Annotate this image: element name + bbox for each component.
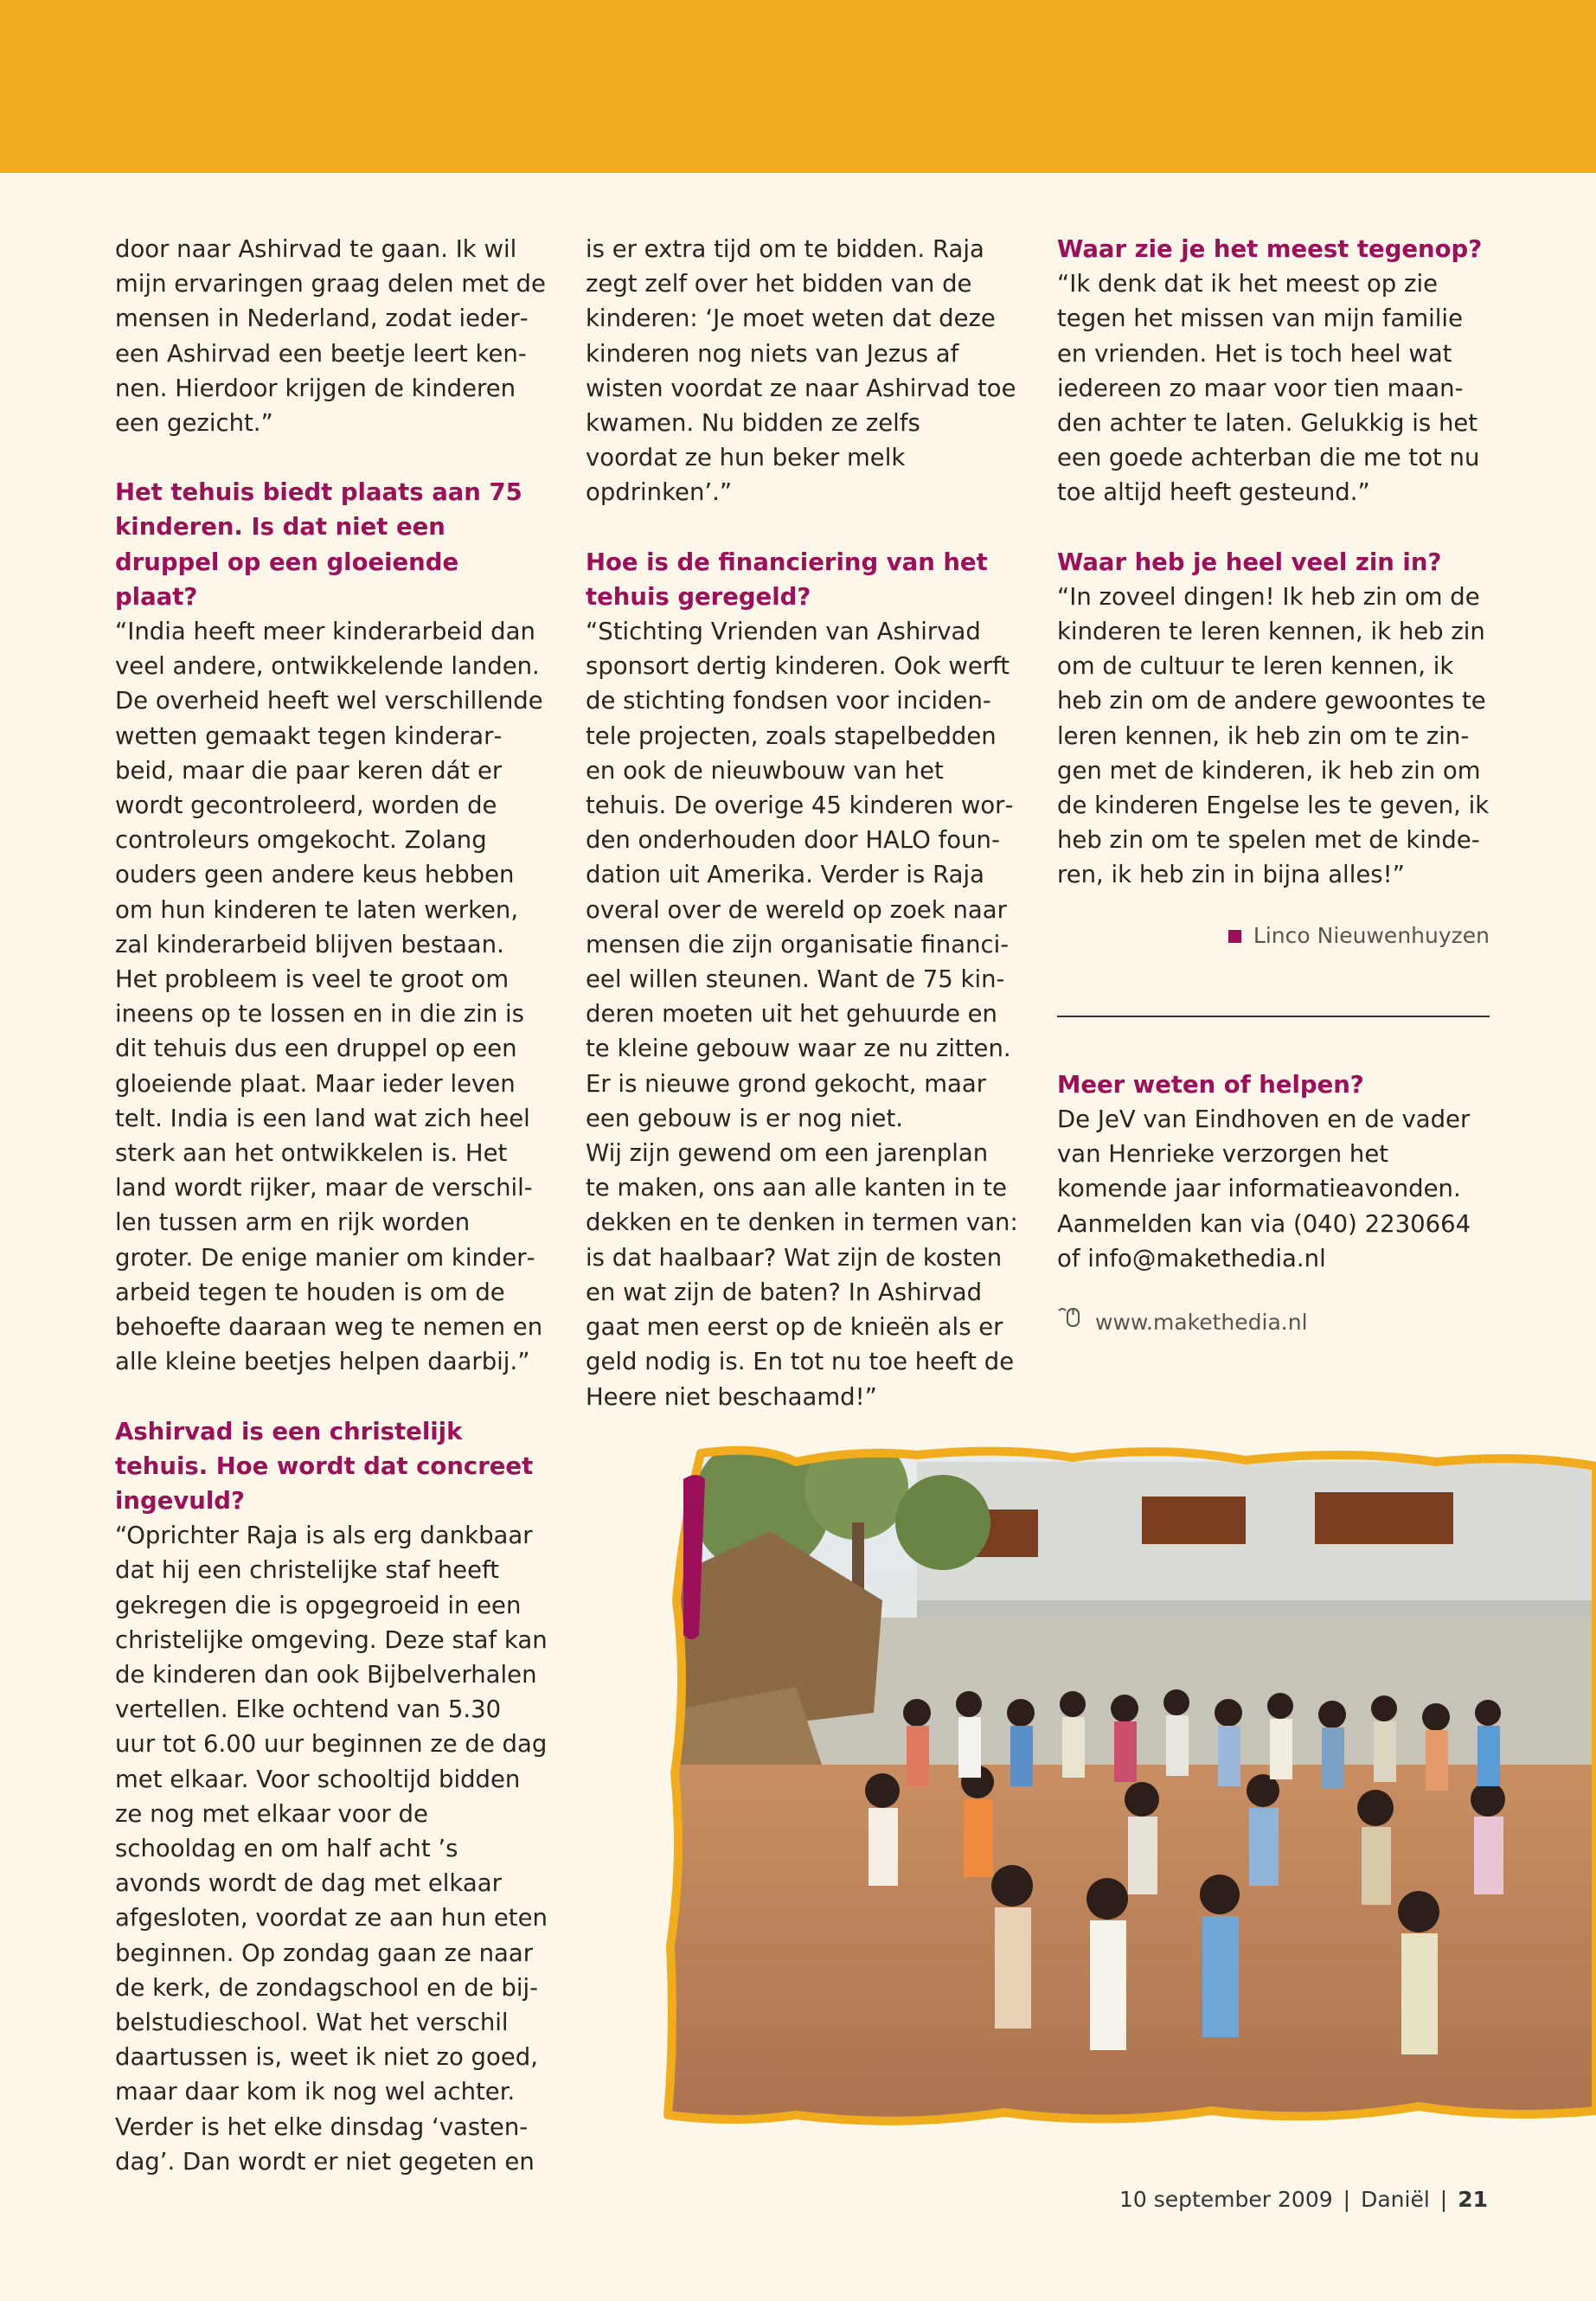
answer-paragraph: Wij zijn gewend om een jarenplan te maken, ons aan alle kanten in te dekken en te denken in termen van: is dat haalbaar? Wat zijn de kosten en wat zijn de baten? In Ashirvad gaat men eerst op de knieën als er geld nodig is. En tot nu toe heeft de Heere niet beschaamd!” <box>586 1139 1018 1411</box>
children-courtyard-photo <box>657 1427 1596 2163</box>
author-signature <box>1057 919 1490 953</box>
answer-paragraph: “Ik denk dat ik het meest op zie tegen het missen van mijn familie en vrienden. Het is toch heel wat iedereen zo maar voor tien maanden achter te laten. Gelukkig is het een goede achterban die me tot nu toe altijd heeft gesteund.” <box>1057 270 1480 507</box>
magazine-name: Daniël <box>1361 2187 1430 2212</box>
answer-paragraph: “Stichting Vrienden van Ashirvad sponsort dertig kinderen. Ook werft de stichting fondsen voor incidentele projecten, zoals stapelbedden en ook de nieuwbouw van het tehuis. De overige 45 kinderen worden onderhouden door HALO foundation uit Amerika. Verder is Raja overal over de wereld op zoek naar mensen die zijn organisatie financieel willen steunen. Want de 75 kinderen moeten uit het gehuurde en te kleine gebouw waar ze nu zitten. Er is nieuwe grond gekocht, maar een gebouw is er nog niet. <box>586 618 1014 1132</box>
answer-paragraph: “India heeft meer kinderarbeid dan veel andere, ontwikkelende landen. De overheid heeft wel verschillende wetten gemaakt tegen kinderarbeid, maar die paar keren dát er wordt gecontroleerd, worden de controleurs omgekocht. Zolang ouders geen andere keus hebben om hun kinderen te laten werken, zal kinderarbeid blijven bestaan. Het probleem is veel te groot om ineens op te lossen en in die zin is dit tehuis dus een druppel op een gloeiende plaat. Maar ieder leven telt. India is een land wat zich heel sterk aan het ontwikkelen is. Het land wordt rijker, maar de verschillen tussen arm en rijk worden groter. De enige manier om kinderarbeid tegen te houden is om de behoefte daaraan weg te nemen en alle kleine beetjes helpen daarbij.” <box>115 618 543 1376</box>
answer-paragraph: “Oprichter Raja is als erg dankbaar dat hij een christelijke staf heeft gekregen die is opgegroeid in een christelijke omgeving. Deze staf kan de kinderen dan ook Bijbelverhalen vertellen. Elke ochtend van 5.30 uur tot 6.00 uur beginnen ze de dag met elkaar. Voor schooltijd bidden ze nog met elkaar voor de schooldag en om half acht ’s avonds wordt de dag met elkaar afgesloten, voordat ze aan hun eten beginnen. Op zondag gaan ze naar de kerk, de zondagschool en de bijbelstudieschool. Wat het verschil daartussen is, weet ik niet zo goed, maar daar kom ik nog wel achter. Verder is het elke dinsdag ‘vastendag’. Dan wordt er niet gegeten en <box>115 1522 548 2176</box>
article-column-3 <box>1057 232 1490 1340</box>
square-bullet-icon <box>1228 930 1241 943</box>
question-heading: Hoe is de financiering van het tehuis geregeld? <box>586 548 988 611</box>
author-name: Linco Nieuwenhuyzen <box>1253 922 1490 948</box>
answer-paragraph: “In zoveel dingen! Ik heb zin om de kinderen te leren kennen, ik heb zin om de cultuur te leren kennen, ik heb zin om de andere gewoontes te leren kennen, ik heb zin om te zingen met de kinderen, ik heb zin om de kinderen Engelse les te geven, ik heb zin om te spelen met de kinderen, ik heb zin in bijna alles!” <box>1057 582 1490 889</box>
question-heading: Waar zie je het meest tegenop? <box>1057 235 1483 263</box>
website-link[interactable]: www.makethedia.nl <box>1095 1310 1308 1336</box>
article-column-1 <box>115 232 548 2179</box>
website-line <box>1057 1304 1490 1340</box>
question-heading: Ashirvad is een christelijk tehuis. Hoe wordt dat concreet ingevuld? <box>115 1417 534 1515</box>
question-heading: Het tehuis biedt plaats aan 75 kinderen. Is dat niet een druppel op een gloeiende plaat? <box>115 478 522 611</box>
info-heading: Meer weten of helpen? <box>1057 1070 1364 1099</box>
paragraph: door naar Ashirvad te gaan. Ik wil mijn ervaringen graag delen met de mensen in Nederland, zodat iedereen Ashirvad een beetje leert kennen. Hierdoor krijgen de kinderen een gezicht.” <box>115 235 546 438</box>
header-band <box>0 0 1596 173</box>
question-heading: Waar heb je heel veel zin in? <box>1057 548 1442 576</box>
article-column-2 <box>586 232 1018 1414</box>
page-number: 21 <box>1458 2187 1488 2212</box>
mouse-icon <box>1057 1304 1083 1340</box>
paragraph: is er extra tijd om te bidden. Raja zegt zelf over het bidden van de kinderen: ‘Je moet weten dat deze kinderen nog niets van Jezus af wisten voordat ze naar Ashirvad toe kwamen. Nu bidden ze zelfs voordat ze hun beker melk opdrinken’.” <box>586 235 1016 507</box>
divider <box>1057 1016 1490 1017</box>
info-paragraph: De JeV van Eindhoven en de vader van Henrieke verzorgen het komende jaar informatieavonden. Aanmelden kan via (040) 2230664 of info@makethedia.nl <box>1057 1106 1471 1272</box>
issue-date: 10 september 2009 <box>1118 2187 1333 2212</box>
page-footer: 10 september 2009 | Daniël | 21 <box>1118 2187 1488 2212</box>
